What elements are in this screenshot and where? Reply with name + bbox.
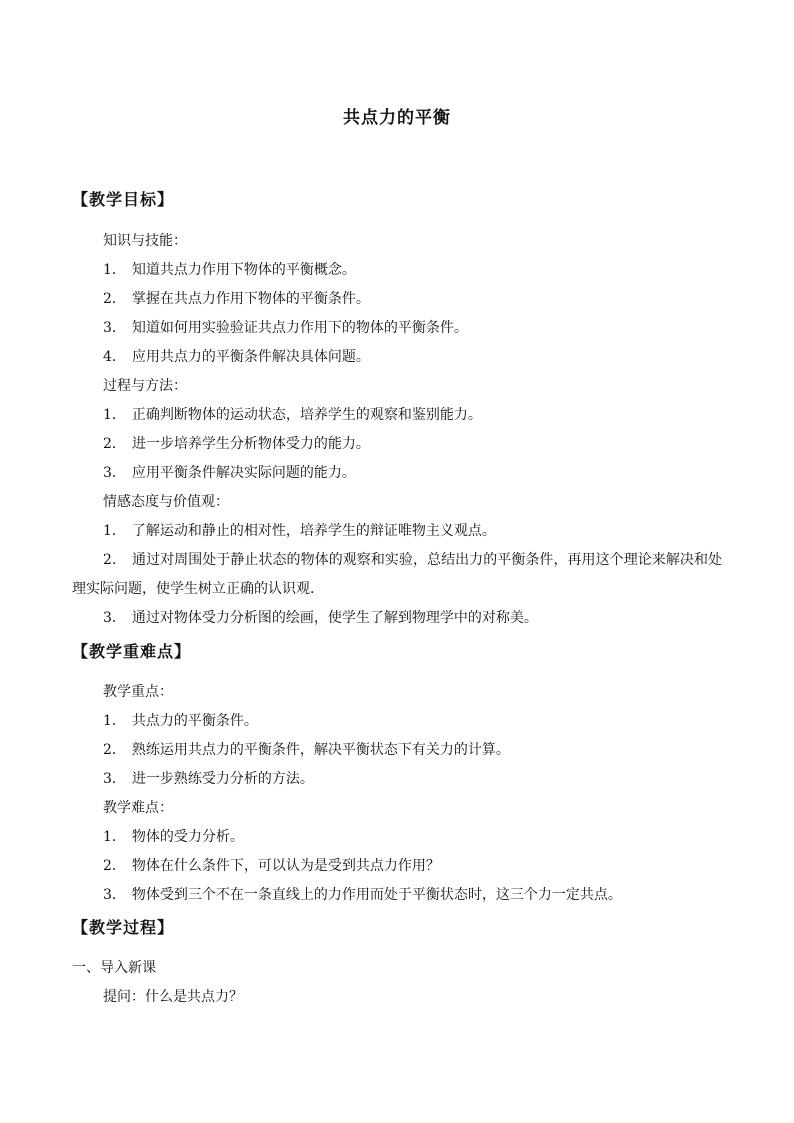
list-text: 物体受到三个不在一条直线上的力作用而处于平衡状态时，这三个力一定共点。	[131, 887, 622, 903]
list-text: 熟练运用共点力的平衡条件，解决平衡状态下有关力的计算。	[131, 742, 510, 758]
list-item	[103, 347, 370, 367]
list-item	[103, 711, 258, 731]
list-item	[103, 405, 482, 425]
list-number: 3．	[103, 887, 126, 903]
list-number: 4．	[103, 349, 126, 365]
list-item	[103, 856, 440, 876]
list-item	[103, 521, 496, 541]
subheading-difficulty: 教学难点：	[103, 800, 173, 816]
list-item	[103, 434, 370, 454]
document-title: 共点力的平衡	[343, 108, 451, 128]
list-text: 进一步熟练受力分析的方法。	[131, 771, 314, 787]
list-number: 1．	[103, 523, 126, 539]
list-text: 物体的受力分析。	[131, 829, 244, 845]
list-number: 3．	[103, 771, 126, 787]
section-heading-process: 【教学过程】	[72, 918, 175, 937]
list-item	[103, 608, 538, 628]
list-number: 3．	[103, 465, 126, 481]
part-heading-intro: 一、导入新课	[72, 960, 156, 976]
list-number: 1．	[103, 262, 126, 278]
list-text: 知道共点力作用下物体的平衡概念。	[131, 262, 356, 278]
list-item	[103, 740, 510, 760]
list-text: 了解运动和静止的相对性，培养学生的辩证唯物主义观点。	[131, 523, 496, 539]
question-text: 提问：什么是共点力？	[103, 989, 243, 1005]
list-text: 掌握在共点力作用下物体的平衡条件。	[131, 291, 370, 307]
list-text: 正确判断物体的运动状态，培养学生的观察和鉴别能力。	[131, 407, 482, 423]
list-text: 共点力的平衡条件。	[131, 713, 258, 729]
list-item	[103, 260, 356, 280]
list-number: 1．	[103, 713, 126, 729]
list-number: 1．	[103, 407, 126, 423]
list-text: 通过对周围处于静止状态的物体的观察和实验，总结出力的平衡条件，再用这个理论来解决和处理实际问题，使学生树立正确的认识观.	[72, 552, 722, 597]
list-item	[103, 885, 622, 905]
list-number: 2．	[103, 552, 127, 568]
list-text: 通过对物体受力分析图的绘画，使学生了解到物理学中的对称美。	[131, 610, 538, 626]
list-item	[103, 318, 468, 338]
list-item	[103, 463, 356, 483]
section-heading-keypoints: 【教学重难点】	[72, 642, 192, 661]
list-text: 进一步培养学生分析物体受力的能力。	[131, 436, 370, 452]
list-number: 2．	[103, 858, 126, 874]
list-item	[103, 289, 370, 309]
subheading-process-method: 过程与方法：	[103, 378, 187, 394]
list-number: 3．	[103, 610, 126, 626]
list-number: 2．	[103, 291, 126, 307]
list-text: 应用共点力的平衡条件解决具体问题。	[131, 349, 370, 365]
list-text: 物体在什么条件下，可以认为是受到共点力作用？	[131, 858, 440, 874]
list-number: 1．	[103, 829, 126, 845]
list-item	[103, 827, 244, 847]
section-heading-objectives: 【教学目标】	[72, 190, 175, 209]
list-item	[103, 769, 314, 789]
list-text: 知道如何用实验验证共点力作用下的物体的平衡条件。	[131, 320, 468, 336]
subheading-focus: 教学重点：	[103, 684, 173, 700]
subheading-emotion: 情感态度与价值观：	[103, 494, 229, 510]
list-item-wrapped	[72, 546, 722, 604]
list-number: 2．	[103, 436, 126, 452]
list-number: 3．	[103, 320, 126, 336]
list-number: 2．	[103, 742, 126, 758]
list-text: 应用平衡条件解决实际问题的能力。	[131, 465, 356, 481]
subheading-knowledge: 知识与技能：	[103, 233, 187, 249]
